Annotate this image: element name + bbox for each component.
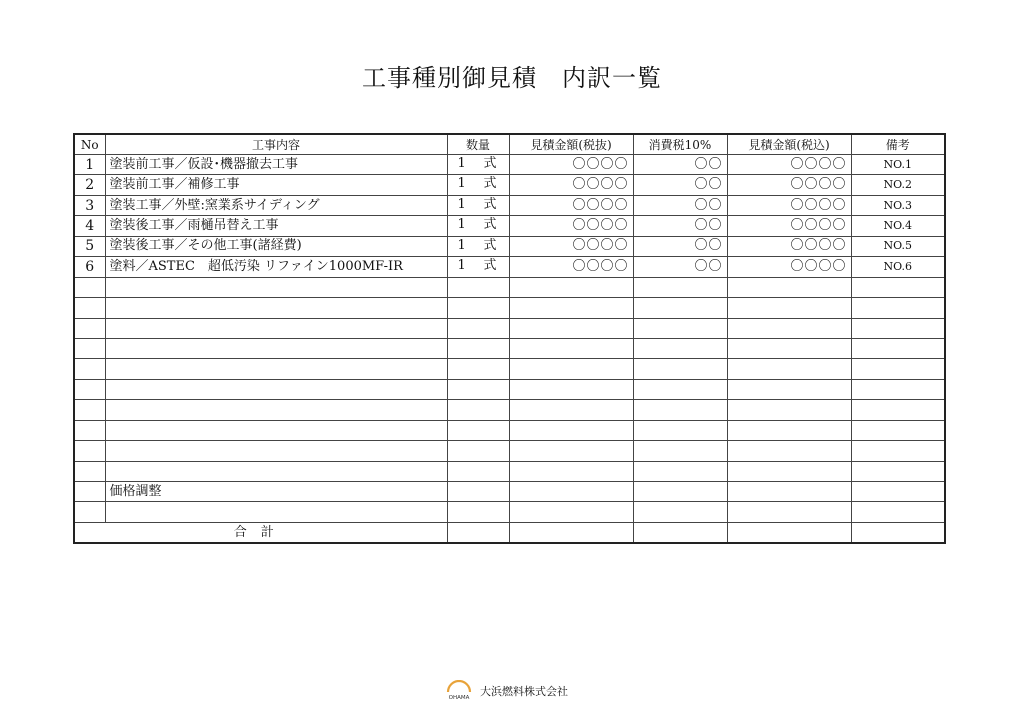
row-qty-unit: 式 bbox=[483, 217, 497, 233]
row-tax bbox=[633, 420, 727, 440]
row-tax bbox=[633, 359, 727, 379]
row-amount-in-tax bbox=[727, 298, 851, 318]
company-footer bbox=[444, 680, 568, 702]
row-tax bbox=[633, 482, 727, 502]
table-row bbox=[74, 277, 945, 297]
row-amount-ex-tax: 〇〇〇〇 bbox=[509, 257, 633, 277]
table-row bbox=[74, 216, 945, 236]
row-amount-ex-tax bbox=[509, 461, 633, 481]
row-amount-in-tax: 〇〇〇〇 bbox=[727, 175, 851, 195]
row-note: NO.2 bbox=[851, 175, 945, 195]
row-no bbox=[74, 338, 105, 358]
row-amount-ex-tax: 〇〇〇〇 bbox=[509, 216, 633, 236]
row-amount-in-tax: 〇〇〇〇 bbox=[727, 216, 851, 236]
row-qty-unit: 式 bbox=[483, 196, 497, 212]
row-qty bbox=[447, 441, 509, 461]
row-item: 塗装工事／外壁:窯業系サイディング bbox=[105, 195, 447, 215]
row-qty bbox=[447, 277, 509, 297]
row-qty bbox=[447, 400, 509, 420]
row-item: 塗装後工事／雨樋吊替え工事 bbox=[105, 216, 447, 236]
row-no: 1 bbox=[74, 155, 105, 175]
header-no: No bbox=[74, 134, 105, 155]
table-body bbox=[74, 155, 945, 523]
row-qty-value: 1 bbox=[457, 156, 466, 171]
row-amount-ex-tax bbox=[509, 277, 633, 297]
row-item: 塗装前工事／仮設･機器撤去工事 bbox=[105, 155, 447, 175]
table-row bbox=[74, 155, 945, 175]
row-amount-ex-tax bbox=[509, 420, 633, 440]
row-item bbox=[105, 420, 447, 440]
row-qty bbox=[447, 338, 509, 358]
row-amount-in-tax bbox=[727, 277, 851, 297]
table-row bbox=[74, 257, 945, 277]
row-item bbox=[105, 318, 447, 338]
row-amount-ex-tax bbox=[509, 379, 633, 399]
table-row bbox=[74, 359, 945, 379]
row-tax bbox=[633, 277, 727, 297]
row-qty-unit: 式 bbox=[483, 237, 497, 253]
row-tax bbox=[633, 338, 727, 358]
row-tax: 〇〇 bbox=[633, 216, 727, 236]
row-amount-ex-tax: 〇〇〇〇 bbox=[509, 236, 633, 256]
row-no: 2 bbox=[74, 175, 105, 195]
header-tax: 消費税10% bbox=[633, 134, 727, 155]
row-no: 4 bbox=[74, 216, 105, 236]
row-item bbox=[105, 441, 447, 461]
row-qty bbox=[447, 420, 509, 440]
row-amount-in-tax bbox=[727, 400, 851, 420]
table-row bbox=[74, 195, 945, 215]
table-header-row bbox=[74, 134, 945, 155]
row-note bbox=[851, 502, 945, 523]
row-qty bbox=[447, 175, 509, 195]
row-note bbox=[851, 420, 945, 440]
table-row bbox=[74, 400, 945, 420]
table-row bbox=[74, 175, 945, 195]
row-tax bbox=[633, 441, 727, 461]
row-note bbox=[851, 359, 945, 379]
company-name: 大浜燃料株式会社 bbox=[480, 685, 568, 698]
row-qty bbox=[447, 461, 509, 481]
row-amount-in-tax bbox=[727, 420, 851, 440]
row-tax bbox=[633, 461, 727, 481]
logo-text: OHAMA bbox=[448, 695, 470, 701]
table-row bbox=[74, 318, 945, 338]
row-no bbox=[74, 461, 105, 481]
table-row bbox=[74, 236, 945, 256]
row-amount-ex-tax bbox=[509, 502, 633, 523]
row-note bbox=[851, 277, 945, 297]
row-tax: 〇〇 bbox=[633, 195, 727, 215]
row-note bbox=[851, 379, 945, 399]
row-no bbox=[74, 298, 105, 318]
row-amount-ex-tax bbox=[509, 298, 633, 318]
row-note: NO.6 bbox=[851, 257, 945, 277]
row-tax bbox=[633, 318, 727, 338]
row-tax: 〇〇 bbox=[633, 257, 727, 277]
row-no bbox=[74, 379, 105, 399]
row-item bbox=[105, 338, 447, 358]
row-amount-ex-tax bbox=[509, 318, 633, 338]
row-amount-ex-tax bbox=[509, 441, 633, 461]
header-amount-ex-tax: 見積金額(税抜) bbox=[509, 134, 633, 155]
row-item bbox=[105, 379, 447, 399]
row-qty-unit: 式 bbox=[483, 258, 497, 274]
row-qty bbox=[447, 236, 509, 256]
header-item: 工事内容 bbox=[105, 134, 447, 155]
header-amount-in-tax: 見積金額(税込) bbox=[727, 134, 851, 155]
row-note bbox=[851, 338, 945, 358]
company-logo-icon bbox=[444, 680, 474, 702]
row-item: 塗料／ASTEC 超低汚染 リファイン1000MF-IR bbox=[105, 257, 447, 277]
row-note: NO.4 bbox=[851, 216, 945, 236]
row-amount-in-tax bbox=[727, 502, 851, 523]
row-tax bbox=[633, 298, 727, 318]
estimate-table bbox=[73, 133, 946, 544]
total-amount-ex-tax bbox=[509, 523, 633, 544]
row-amount-in-tax bbox=[727, 441, 851, 461]
row-no: 3 bbox=[74, 195, 105, 215]
table-row bbox=[74, 461, 945, 481]
row-item bbox=[105, 359, 447, 379]
total-note bbox=[851, 523, 945, 544]
row-no bbox=[74, 420, 105, 440]
row-amount-ex-tax bbox=[509, 482, 633, 502]
row-note bbox=[851, 400, 945, 420]
row-amount-in-tax: 〇〇〇〇 bbox=[727, 195, 851, 215]
header-qty: 数量 bbox=[447, 134, 509, 155]
row-qty bbox=[447, 298, 509, 318]
row-amount-ex-tax: 〇〇〇〇 bbox=[509, 175, 633, 195]
row-note bbox=[851, 461, 945, 481]
row-amount-ex-tax bbox=[509, 400, 633, 420]
row-qty-value: 1 bbox=[457, 196, 466, 212]
row-no bbox=[74, 441, 105, 461]
row-item bbox=[105, 461, 447, 481]
table-row bbox=[74, 379, 945, 399]
row-no: 5 bbox=[74, 236, 105, 256]
row-qty-value: 1 bbox=[457, 176, 466, 192]
table-row bbox=[74, 441, 945, 461]
row-no bbox=[74, 482, 105, 502]
row-no bbox=[74, 359, 105, 379]
header-note: 備考 bbox=[851, 134, 945, 155]
row-tax: 〇〇 bbox=[633, 155, 727, 175]
row-qty bbox=[447, 379, 509, 399]
row-note bbox=[851, 482, 945, 502]
row-amount-in-tax: 〇〇〇〇 bbox=[727, 155, 851, 175]
row-amount-in-tax bbox=[727, 318, 851, 338]
row-amount-in-tax bbox=[727, 338, 851, 358]
row-qty bbox=[447, 257, 509, 277]
row-item bbox=[105, 502, 447, 523]
table-row bbox=[74, 338, 945, 358]
row-note bbox=[851, 298, 945, 318]
row-no bbox=[74, 318, 105, 338]
row-tax: 〇〇 bbox=[633, 175, 727, 195]
row-qty-unit: 式 bbox=[483, 176, 497, 192]
row-tax bbox=[633, 379, 727, 399]
row-qty bbox=[447, 216, 509, 236]
row-qty-value: 1 bbox=[457, 258, 466, 274]
row-note bbox=[851, 441, 945, 461]
row-amount-in-tax: 〇〇〇〇 bbox=[727, 257, 851, 277]
row-qty-value: 1 bbox=[457, 237, 466, 253]
table-row bbox=[74, 482, 945, 502]
row-amount-in-tax bbox=[727, 482, 851, 502]
row-amount-in-tax bbox=[727, 461, 851, 481]
row-no: 6 bbox=[74, 257, 105, 277]
row-qty-value: 1 bbox=[457, 217, 466, 233]
row-qty bbox=[447, 359, 509, 379]
row-item: 塗装後工事／その他工事(諸経費) bbox=[105, 236, 447, 256]
row-item bbox=[105, 277, 447, 297]
row-no bbox=[74, 502, 105, 523]
row-qty bbox=[447, 502, 509, 523]
row-item: 価格調整 bbox=[105, 482, 447, 502]
page-title: 工事種別御見積 内訳一覧 bbox=[362, 64, 662, 92]
row-qty bbox=[447, 195, 509, 215]
row-item bbox=[105, 400, 447, 420]
row-amount-in-tax bbox=[727, 379, 851, 399]
row-amount-ex-tax bbox=[509, 359, 633, 379]
row-qty-unit: 式 bbox=[483, 156, 497, 171]
row-no bbox=[74, 400, 105, 420]
row-note: NO.5 bbox=[851, 236, 945, 256]
total-qty bbox=[447, 523, 509, 544]
row-no bbox=[74, 277, 105, 297]
row-tax: 〇〇 bbox=[633, 236, 727, 256]
row-amount-ex-tax: 〇〇〇〇 bbox=[509, 195, 633, 215]
total-amount-in-tax bbox=[727, 523, 851, 544]
row-amount-in-tax bbox=[727, 359, 851, 379]
row-note: NO.3 bbox=[851, 195, 945, 215]
table-row bbox=[74, 420, 945, 440]
table-row bbox=[74, 502, 945, 523]
row-qty bbox=[447, 482, 509, 502]
row-item: 塗装前工事／補修工事 bbox=[105, 175, 447, 195]
row-note bbox=[851, 318, 945, 338]
row-note: NO.1 bbox=[851, 155, 945, 175]
row-qty bbox=[447, 155, 509, 175]
row-tax bbox=[633, 400, 727, 420]
table-row bbox=[74, 298, 945, 318]
row-amount-ex-tax bbox=[509, 338, 633, 358]
row-item bbox=[105, 298, 447, 318]
row-qty bbox=[447, 318, 509, 338]
row-amount-in-tax: 〇〇〇〇 bbox=[727, 236, 851, 256]
total-tax bbox=[633, 523, 727, 544]
total-row bbox=[74, 523, 945, 544]
row-amount-ex-tax: 〇〇〇〇 bbox=[509, 155, 633, 175]
total-label: 合計 bbox=[74, 523, 447, 544]
row-tax bbox=[633, 502, 727, 523]
